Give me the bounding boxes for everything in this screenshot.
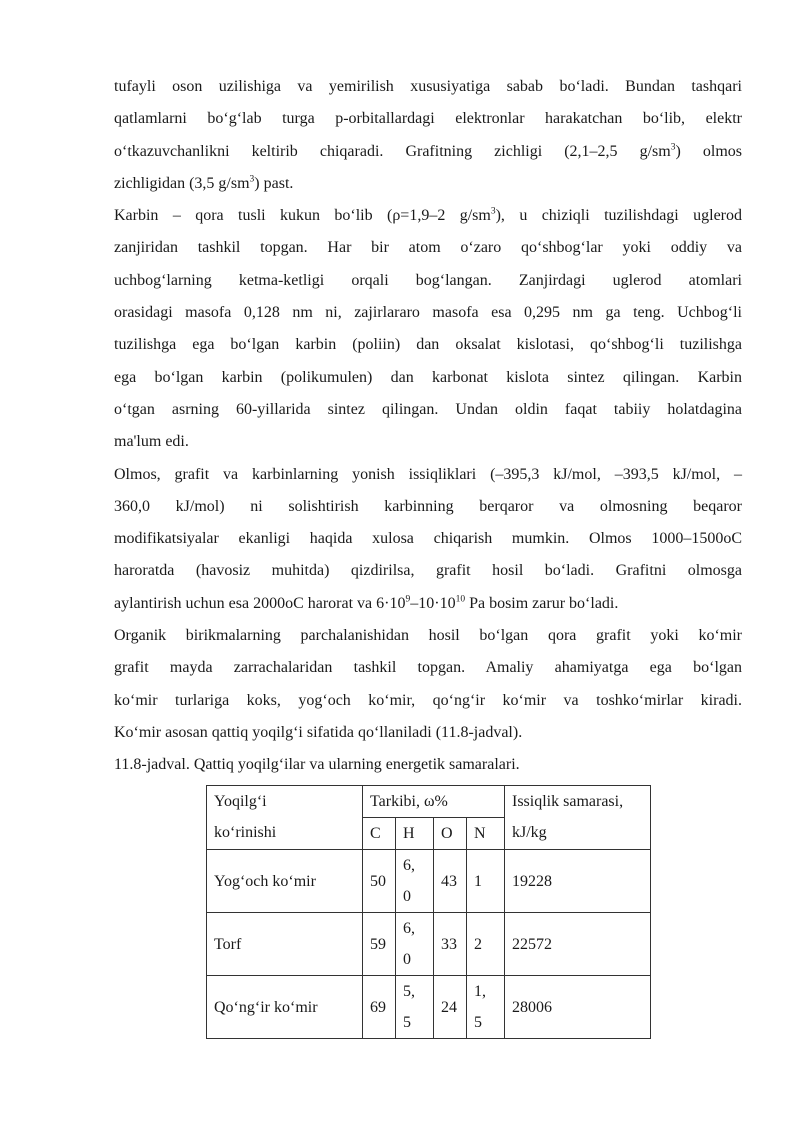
cell-o: 24 [434,976,467,1039]
header-fuel-type: Yoqilg‘i ko‘rinishi [207,786,363,850]
text-line: orasidagi masofa 0,128 nm ni, zajirlararo masofa esa 0,295 nm ga teng. Uchbog‘li [114,304,742,322]
cell-h: 6, 0 [396,913,434,976]
paragraph-3 [114,459,742,620]
cell-n: 2 [467,913,505,976]
cell-c: 50 [363,850,396,913]
table-row [207,913,651,976]
text-line: modifikatsiyalar ekanligi haqida xulosa chiqarish mumkin. Olmos 1000–1500oC [114,530,742,548]
text-line: qatlamlarni bo‘g‘lab turga p-orbitallardagi elektronlar harakatchan bo‘lib, elektr [114,110,742,128]
text-line: ma'lum edi. [114,433,189,451]
cell-n: 1 [467,850,505,913]
document-page [114,71,743,1031]
text-line: aylantirish uchun esa 2000oC harorat va $6\cdot 10^9-10\cdot 10^{10}$ Pa bosim zarur bo‘ladi. [114,594,619,612]
text-line: 360,0 kJ/mol) ni solishtirish karbinning berqaror va olmosning beqaror [114,497,742,515]
paragraph-2 [114,200,742,458]
subheader-o: O [434,818,467,850]
text-line: haroratda (havosiz muhitda) qizdirilsa, grafit hosil bo‘ladi. Grafitni olmosga [114,562,742,580]
cell-o: 33 [434,913,467,976]
text-line: tuzilishga ega bo‘lgan karbin (poliin) dan oksalat kislotasi, qo‘shbog‘li tuzilishga [114,336,742,354]
cell-heat: 19228 [505,850,651,913]
text-line: o‘tgan asrning 60-yillarida sintez qilingan. Undan oldin faqat tabiiy holatdagina [114,400,742,418]
text-line: tufayli oson uzilishiga va yemirilish xususiyatiga sabab bo‘ladi. Bundan tashqari [114,78,742,95]
text-line: Olmos, grafit va karbinlarning yonish issiqliklari (–395,3 kJ/mol, –393,5 kJ/mol, – [114,465,742,483]
text-line: zichligidan (3,5 $g/sm^3$) past. [114,174,294,192]
text-line: Ko‘mir asosan qattiq yoqilg‘i sifatida qo‘llaniladi (11.8-jadval). [114,723,523,741]
text-line: grafit mayda zarrachalaridan tashkil topgan. Amaliy ahamiyatga ega bo‘lgan [114,659,742,677]
cell-h: 5, 5 [396,976,434,1039]
cell-h: 6, 0 [396,850,434,913]
text-line: uchbog‘larning ketma-ketligi orqali bog‘langan. Zanjirdagi uglerod atomlari [114,271,742,289]
cell-c: 69 [363,976,396,1039]
text-line: Organik birikmalarning parchalanishidan hosil bo‘lgan qora grafit yoki ko‘mir [114,627,742,645]
paragraph-4 [114,620,742,749]
paragraph-1 [114,71,742,200]
table-caption: 11.8-jadval. Qattiq yoqilg‘ilar va ularning energetik samaralari. [114,756,520,774]
cell-c: 59 [363,913,396,976]
table-row [207,976,651,1039]
cell-o: 43 [434,850,467,913]
text-line: Karbin – qora tusli kukun bo‘lib (ρ=1,9–2 $g/sm^3$), u chiziqli tuzilishdagi uglerod [114,206,743,225]
cell-n: 1, 5 [467,976,505,1039]
text-line: o‘tkazuvchanlikni keltirib chiqaradi. Grafitning zichligi (2,1–2,5 $g/sm^3$) olmos [114,142,742,160]
cell-heat: 28006 [505,976,651,1039]
text-line: zanjiridan tashkil topgan. Har bir atom o‘zaro qo‘shbog‘lar yoki oddiy va [114,239,742,257]
cell-fuel-name: Qo‘ng‘ir ko‘mir [207,976,363,1039]
subheader-c: C [363,818,396,850]
cell-fuel-name: Torf [207,913,363,976]
header-heat: Issiqlik samarasi, kJ/kg [505,786,651,850]
cell-fuel-name: Yog‘och ko‘mir [207,850,363,913]
subheader-n: N [467,818,505,850]
table-row [207,850,651,913]
table-header-row [207,786,651,818]
cell-heat: 22572 [505,913,651,976]
header-composition: Tarkibi, ω% [363,786,505,818]
text-line: ega bo‘lgan karbin (polikumulen) dan karbonat kislota sintez qilingan. Karbin [114,368,742,386]
fuel-table [206,785,651,1039]
text-line: ko‘mir turlariga koks, yog‘och ko‘mir, qo‘ng‘ir ko‘mir va toshko‘mirlar kiradi. [114,691,742,709]
subheader-h: H [396,818,434,850]
